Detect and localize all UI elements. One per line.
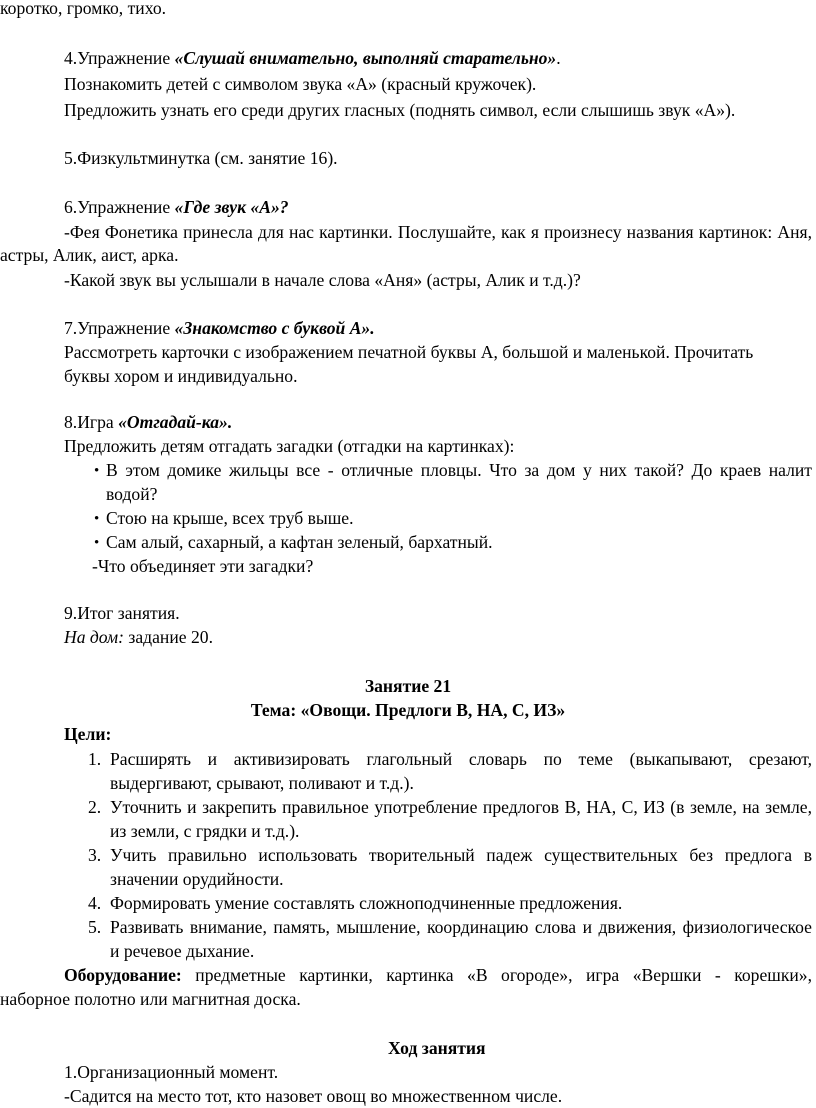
goal-5-line-1: Развивать внимание, память, мышление, координацию слова и движения, физиологическое	[110, 917, 812, 937]
exercise-4-line-2: Предложить узнать его среди других гласных (поднять символ, если слышишь звук «А»).	[64, 100, 736, 120]
goal-2-line-1: Уточнить и закрепить правильное употребление предлогов В, НА, С, ИЗ (в земле, на земле,	[110, 797, 812, 817]
exercise-8-heading: 8.Игра «Отгадай-ка».	[64, 412, 233, 432]
goal-4-line-1: Формировать умение составлять сложноподчиненные предложения.	[110, 893, 623, 913]
exercise-6-line-1: -Фея Фонетика принесла для нас картинки. Послушайте, как я произнесу названия картинок: Аня,	[64, 222, 812, 242]
exercise-6-line-3: -Какой звук вы услышали в начале слова «Аня» (астры, Алик и т.д.)?	[64, 270, 581, 290]
exercise-5-heading: 5.Физкультминутка (см. занятие 16).	[64, 148, 338, 168]
exercise-7-line-2: буквы хором и индивидуально.	[64, 366, 298, 386]
riddle-3: Сам алый, сахарный, а кафтан зеленый, бархатный.	[106, 532, 493, 552]
goal-3-line-2: значении орудийности.	[110, 869, 284, 889]
goal-2-line-2: из земли, с грядки и т.д.).	[110, 821, 300, 841]
homework-line: На дом: задание 20.	[64, 627, 213, 647]
exercise-9-heading: 9.Итог занятия.	[64, 603, 180, 623]
goal-number: 4.	[88, 893, 102, 913]
exercise-6-heading: 6.Упражнение «Где звук «А»?	[64, 197, 289, 217]
bullet-icon: •	[94, 535, 100, 551]
course-title: Ход занятия	[388, 1038, 486, 1058]
bullet-icon: •	[94, 511, 100, 527]
goals-label: Цели:	[64, 724, 112, 744]
exercise-4-heading: 4.Упражнение «Слушай внимательно, выполняй старательно».	[64, 48, 561, 68]
exercise-4-line-1: Познакомить детей с символом звука «А» (красный кружочек).	[64, 74, 537, 94]
goal-1-line-2: выдергивают, срывают, поливают и т.д.).	[110, 773, 414, 793]
equipment-line-1: Оборудование: предметные картинки, картинка «В огороде», игра «Вершки - корешки»,	[64, 965, 812, 985]
equipment-line-2: наборное полотно или магнитная доска.	[0, 989, 301, 1009]
goal-number: 5.	[88, 917, 102, 937]
goal-number: 3.	[88, 845, 102, 865]
riddle-1-line-1: В этом домике жильцы все - отличные пловцы. Что за дом у них такой? До краев налит	[106, 460, 812, 480]
goal-number: 2.	[88, 797, 102, 817]
exercise-6-line-2: астры, Алик, аист, арка.	[0, 245, 179, 265]
top-line: коротко, громко, тихо.	[0, 0, 167, 18]
step-1-line: -Садится на место тот, кто назовет овощ во множественном числе.	[64, 1086, 563, 1106]
goal-5-line-2: и речевое дыхание.	[110, 941, 255, 961]
exercise-7-heading: 7.Упражнение «Знакомство с буквой А».	[64, 318, 375, 338]
exercise-8-intro: Предложить детям отгадать загадки (отгадки на картинках):	[64, 436, 515, 456]
lesson-title: Занятие 21	[364, 676, 452, 696]
goal-number: 1.	[88, 749, 102, 769]
riddles-question: -Что объединяет эти загадки?	[92, 556, 314, 576]
lesson-topic: Тема: «Овощи. Предлоги В, НА, С, ИЗ»	[250, 700, 566, 720]
riddle-1-line-2: водой?	[106, 484, 158, 504]
goal-3-line-1: Учить правильно использовать творительный падеж существительных без предлога в	[110, 845, 812, 865]
step-1-heading: 1.Организационный момент.	[64, 1062, 279, 1082]
exercise-7-line-1: Рассмотреть карточки с изображением печатной буквы А, большой и маленькой. Прочитать	[64, 342, 754, 362]
riddle-2: Стою на крыше, всех труб выше.	[106, 508, 354, 528]
bullet-icon: •	[94, 463, 100, 479]
goal-1-line-1: Расширять и активизировать глагольный словарь по теме (выкапывают, срезают,	[110, 749, 812, 769]
